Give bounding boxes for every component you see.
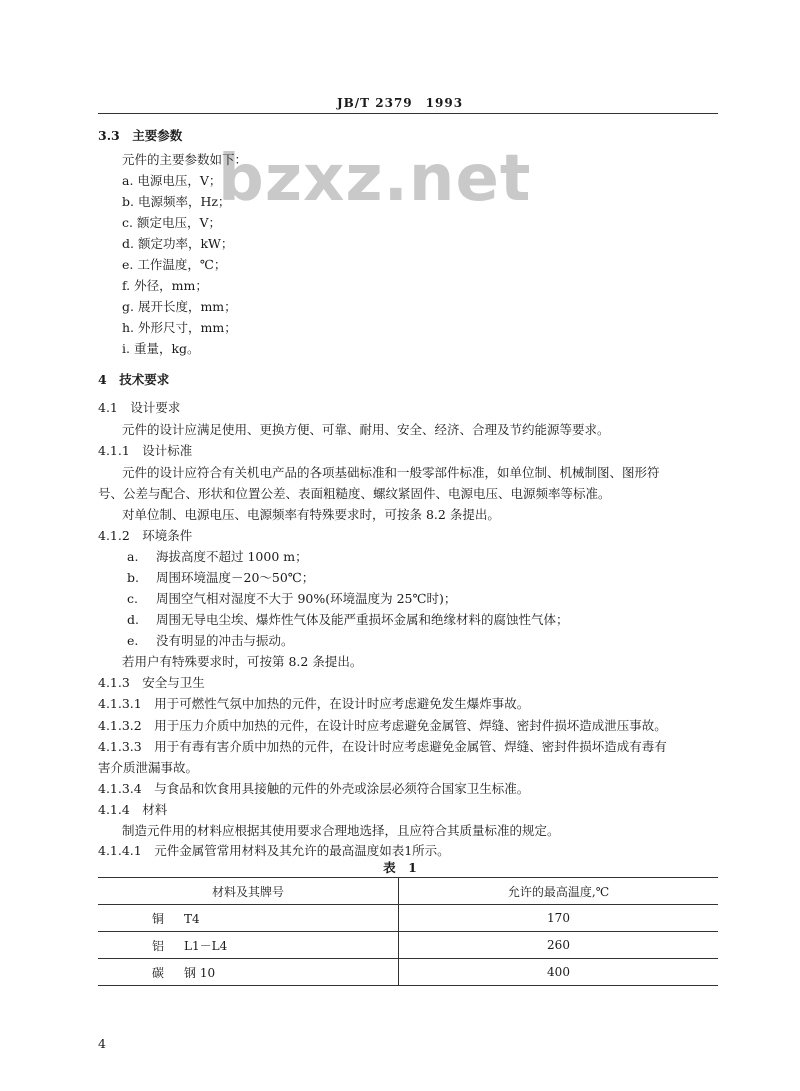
param-item: h. 外形尺寸，mm；	[122, 320, 237, 335]
table-title: 表 1	[383, 860, 417, 875]
param-item: a. 电源电压，V；	[122, 173, 222, 188]
table-header-cell	[399, 878, 719, 905]
header-max-temp: 允许的最高温度,℃	[507, 884, 610, 899]
param-item: i. 重量，kg。	[122, 341, 200, 356]
material-name: 铜	[151, 911, 164, 926]
env-item-label: a.	[127, 549, 139, 564]
section-4-1-1-line2: 号、公差与配合、形状和位置公差、表面粗糙度、螺纹紧固件、电源电压、电源频率等标准。	[98, 486, 611, 501]
env-item-text: 周围无导电尘埃、爆炸性气体及能严重损坏金属和绝缘材料的腐蚀性气体；	[156, 612, 569, 627]
section-4-1-4-1: 4.1.4.1 元件金属管常用材料及其允许的最高温度如表1所示。	[98, 843, 450, 858]
env-note: 若用户有特殊要求时，可按第 8.2 条提出。	[122, 654, 363, 669]
table-cell	[98, 932, 399, 959]
safety-item-4: 4.1.3.4 与食品和饮食用具接触的元件的外壳或涂层必须符合国家卫生标准。	[98, 781, 530, 796]
env-item-text: 海拔高度不超过 1000 m；	[156, 549, 308, 564]
material-name: 碳	[151, 965, 164, 980]
param-item: b. 电源频率，Hz；	[122, 194, 231, 209]
safety-item-3-line1: 4.1.3.3 用于有毒有害介质中加热的元件，在设计时应考虑避免金属管、焊缝、密封件损坏造成有毒有	[98, 739, 667, 754]
section-4-1-3-heading: 4.1.3 安全与卫生	[98, 675, 205, 690]
table-cell	[98, 905, 399, 932]
table-cell: 260	[399, 932, 719, 959]
table-row	[98, 959, 718, 986]
standard-code-header: JB/T 2379 1993	[336, 96, 464, 110]
watermark: bzxz.net	[218, 142, 532, 216]
material-temperature-table	[98, 877, 718, 986]
param-item: g. 展开长度，mm；	[122, 299, 237, 314]
table-cell: 400	[399, 959, 719, 986]
table-header-row	[98, 878, 718, 905]
section-4-1-1-p2: 对单位制、电源电压、电源频率有特殊要求时，可按条 8.2 条提出。	[122, 507, 500, 522]
section-4-1-4-heading: 4.1.4 材料	[98, 802, 168, 817]
section-3-3-intro: 元件的主要参数如下：	[122, 152, 248, 167]
param-item: d. 额定功率，kW；	[122, 236, 234, 251]
param-item: f. 外径，mm；	[122, 278, 208, 293]
env-item-label: e.	[127, 633, 139, 648]
table-cell: 170	[399, 905, 719, 932]
safety-item-1: 4.1.3.1 用于可燃性气氛中加热的元件，在设计时应考虑避免发生爆炸事故。	[98, 696, 530, 711]
material-grade: T4	[184, 911, 200, 926]
env-item-label: b.	[127, 570, 139, 585]
material-grade: 钢 10	[184, 965, 216, 980]
env-item-text: 周围环境温度－20～50℃；	[156, 570, 315, 585]
section-4-1-2-heading: 4.1.2 环境条件	[98, 528, 193, 543]
material-grade: L1－L4	[184, 938, 228, 953]
material-name: 铝	[151, 938, 164, 953]
table-cell	[98, 959, 399, 986]
section-4-1-text: 元件的设计应满足使用、更换方便、可靠、耐用、安全、经济、合理及节约能源等要求。	[122, 422, 610, 437]
table-row	[98, 905, 718, 932]
header-material: 材料及其牌号	[211, 884, 284, 899]
section-3-3-heading: 3.3 主要参数	[98, 128, 183, 143]
env-item-text: 周围空气相对湿度不大于 90%(环境温度为 25℃时)；	[156, 591, 457, 606]
table-header-cell	[98, 878, 399, 905]
param-item: e. 工作温度，℃；	[122, 257, 227, 272]
env-item-label: d.	[127, 612, 139, 627]
safety-item-2: 4.1.3.2 用于压力介质中加热的元件，在设计时应考虑避免金属管、焊缝、密封件损坏造成泄压事故。	[98, 718, 667, 733]
section-4-heading: 4 技术要求	[98, 372, 170, 387]
section-4-1-1-heading: 4.1.1 设计标准	[98, 443, 193, 458]
param-item: c. 额定电压，V；	[122, 215, 221, 230]
page-number: 4	[98, 1036, 106, 1051]
section-4-1-1-line1: 元件的设计应符合有关机电产品的各项基础标准和一般零部件标准，如单位制、机械制图、图形符	[122, 465, 660, 480]
section-4-1-4-text: 制造元件用的材料应根据其使用要求合理地选择，且应符合其质量标准的规定。	[122, 823, 560, 838]
safety-item-3-line2: 害介质泄漏事故。	[98, 760, 199, 775]
table-row	[98, 932, 718, 959]
section-4-1-heading: 4.1 设计要求	[98, 400, 181, 415]
env-item-label: c.	[127, 591, 138, 606]
env-item-text: 没有明显的冲击与振动。	[156, 633, 294, 648]
header-rule	[98, 113, 718, 114]
